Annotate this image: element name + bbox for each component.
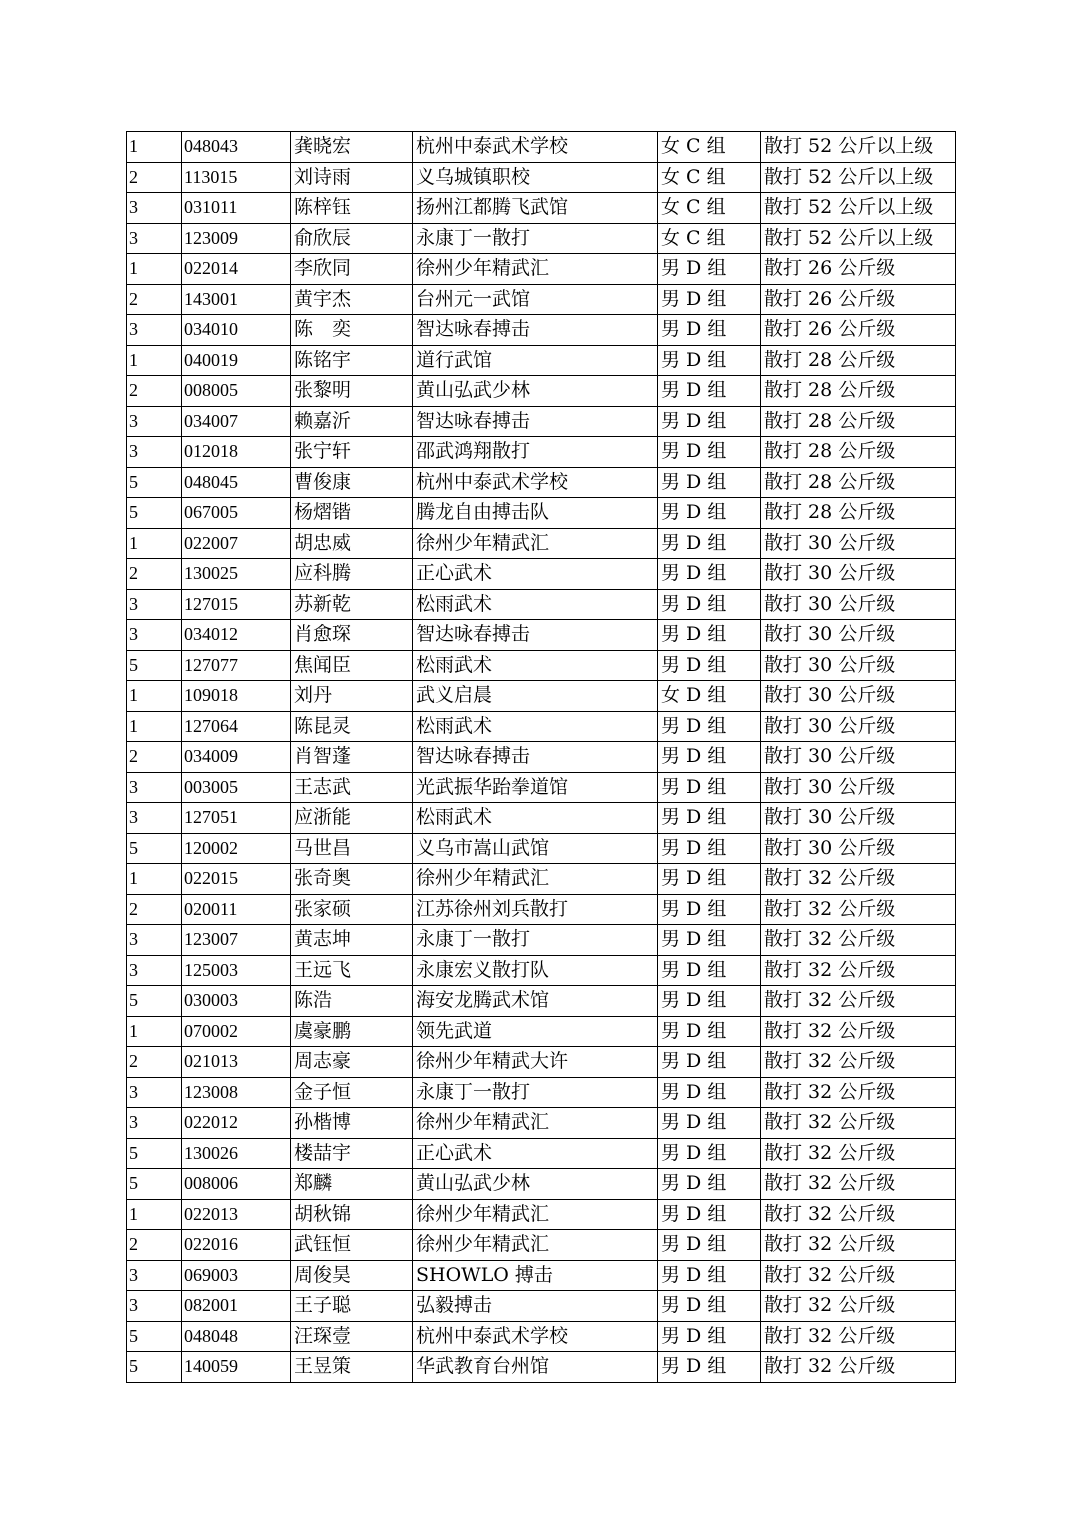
table-row	[127, 1230, 956, 1261]
athlete-name-cell: 胡忠威	[291, 528, 413, 559]
athlete-id-cell: 048048	[182, 1321, 291, 1352]
athlete-id-cell: 022014	[182, 254, 291, 285]
rank-cell: 3	[127, 406, 182, 437]
table-row	[127, 1138, 956, 1169]
team-cell: 智达咏春搏击	[413, 406, 658, 437]
athlete-id-cell: 067005	[182, 498, 291, 529]
team-cell: 徐州少年精武汇	[413, 864, 658, 895]
athlete-name-cell: 龚晓宏	[291, 132, 413, 163]
athlete-name-cell: 黄宇杰	[291, 284, 413, 315]
group-cell: 男 D 组	[658, 1352, 761, 1383]
rank-cell: 3	[127, 803, 182, 834]
team-cell: 杭州中泰武术学校	[413, 132, 658, 163]
athlete-id-cell: 034007	[182, 406, 291, 437]
group-cell: 男 D 组	[658, 864, 761, 895]
athlete-name-cell: 虞豪鹏	[291, 1016, 413, 1047]
rank-cell: 5	[127, 833, 182, 864]
rank-cell: 2	[127, 894, 182, 925]
rank-cell: 5	[127, 650, 182, 681]
event-cell: 散打 30 公斤级	[761, 803, 956, 834]
team-cell: 道行武馆	[413, 345, 658, 376]
athlete-name-cell: 胡秋锦	[291, 1199, 413, 1230]
group-cell: 男 D 组	[658, 345, 761, 376]
team-cell: 杭州中泰武术学校	[413, 1321, 658, 1352]
group-cell: 女 C 组	[658, 193, 761, 224]
event-cell: 散打 32 公斤级	[761, 1321, 956, 1352]
team-cell: 江苏徐州刘兵散打	[413, 894, 658, 925]
athlete-name-cell: 焦闻臣	[291, 650, 413, 681]
event-cell: 散打 52 公斤以上级	[761, 132, 956, 163]
rank-cell: 1	[127, 681, 182, 712]
table-row	[127, 1047, 956, 1078]
team-cell: 智达咏春搏击	[413, 620, 658, 651]
rank-cell: 1	[127, 345, 182, 376]
rank-cell: 3	[127, 437, 182, 468]
event-cell: 散打 52 公斤以上级	[761, 223, 956, 254]
rank-cell: 3	[127, 223, 182, 254]
athlete-name-cell: 陈铭宇	[291, 345, 413, 376]
rank-cell: 1	[127, 1016, 182, 1047]
athlete-id-cell: 021013	[182, 1047, 291, 1078]
table-row	[127, 528, 956, 559]
event-cell: 散打 30 公斤级	[761, 711, 956, 742]
athlete-id-cell: 127064	[182, 711, 291, 742]
athlete-name-cell: 刘诗雨	[291, 162, 413, 193]
group-cell: 男 D 组	[658, 1108, 761, 1139]
group-cell: 男 D 组	[658, 1199, 761, 1230]
athlete-id-cell: 034009	[182, 742, 291, 773]
table-row	[127, 284, 956, 315]
rank-cell: 3	[127, 315, 182, 346]
group-cell: 男 D 组	[658, 559, 761, 590]
athlete-name-cell: 金子恒	[291, 1077, 413, 1108]
athlete-id-cell: 127051	[182, 803, 291, 834]
athlete-name-cell: 俞欣辰	[291, 223, 413, 254]
rank-cell: 1	[127, 711, 182, 742]
athlete-id-cell: 130025	[182, 559, 291, 590]
team-cell: 徐州少年精武汇	[413, 1108, 658, 1139]
team-cell: 松雨武术	[413, 650, 658, 681]
team-cell: 台州元一武馆	[413, 284, 658, 315]
team-cell: 永康丁一散打	[413, 925, 658, 956]
athlete-name-cell: 黄志坤	[291, 925, 413, 956]
athlete-id-cell: 022013	[182, 1199, 291, 1230]
athlete-id-cell: 120002	[182, 833, 291, 864]
event-cell: 散打 32 公斤级	[761, 1016, 956, 1047]
athlete-name-cell: 陈 奕	[291, 315, 413, 346]
group-cell: 男 D 组	[658, 1321, 761, 1352]
athlete-id-cell: 127015	[182, 589, 291, 620]
event-cell: 散打 32 公斤级	[761, 1199, 956, 1230]
event-cell: 散打 30 公斤级	[761, 650, 956, 681]
athlete-id-cell: 070002	[182, 1016, 291, 1047]
group-cell: 男 D 组	[658, 1260, 761, 1291]
athlete-name-cell: 马世昌	[291, 833, 413, 864]
athlete-id-cell: 022015	[182, 864, 291, 895]
event-cell: 散打 30 公斤级	[761, 528, 956, 559]
rank-cell: 2	[127, 1047, 182, 1078]
group-cell: 男 D 组	[658, 1169, 761, 1200]
athlete-name-cell: 应浙能	[291, 803, 413, 834]
table-row	[127, 1321, 956, 1352]
table-row	[127, 986, 956, 1017]
group-cell: 男 D 组	[658, 894, 761, 925]
group-cell: 男 D 组	[658, 254, 761, 285]
team-cell: 华武教育台州馆	[413, 1352, 658, 1383]
athlete-id-cell: 020011	[182, 894, 291, 925]
table-row	[127, 650, 956, 681]
table-row	[127, 1077, 956, 1108]
rank-cell: 3	[127, 589, 182, 620]
team-cell: SHOWLO 搏击	[413, 1260, 658, 1291]
team-cell: 义乌城镇职校	[413, 162, 658, 193]
rank-cell: 2	[127, 376, 182, 407]
table-row	[127, 711, 956, 742]
table-row	[127, 1199, 956, 1230]
event-cell: 散打 28 公斤级	[761, 345, 956, 376]
event-cell: 散打 26 公斤级	[761, 284, 956, 315]
athlete-id-cell: 123008	[182, 1077, 291, 1108]
team-cell: 腾龙自由搏击队	[413, 498, 658, 529]
event-cell: 散打 32 公斤级	[761, 1169, 956, 1200]
event-cell: 散打 32 公斤级	[761, 1291, 956, 1322]
athlete-name-cell: 应科腾	[291, 559, 413, 590]
team-cell: 永康丁一散打	[413, 1077, 658, 1108]
results-body	[127, 132, 956, 1383]
event-cell: 散打 32 公斤级	[761, 864, 956, 895]
athlete-name-cell: 杨熠锴	[291, 498, 413, 529]
athlete-name-cell: 张奇奥	[291, 864, 413, 895]
event-cell: 散打 28 公斤级	[761, 437, 956, 468]
athlete-id-cell: 003005	[182, 772, 291, 803]
table-row	[127, 589, 956, 620]
event-cell: 散打 32 公斤级	[761, 955, 956, 986]
team-cell: 徐州少年精武大许	[413, 1047, 658, 1078]
athlete-name-cell: 武钰恒	[291, 1230, 413, 1261]
athlete-id-cell: 040019	[182, 345, 291, 376]
athlete-name-cell: 陈梓钰	[291, 193, 413, 224]
rank-cell: 5	[127, 1352, 182, 1383]
athlete-name-cell: 孙楷博	[291, 1108, 413, 1139]
rank-cell: 3	[127, 925, 182, 956]
team-cell: 徐州少年精武汇	[413, 1230, 658, 1261]
group-cell: 男 D 组	[658, 406, 761, 437]
event-cell: 散打 28 公斤级	[761, 498, 956, 529]
athlete-name-cell: 刘丹	[291, 681, 413, 712]
rank-cell: 3	[127, 1260, 182, 1291]
group-cell: 男 D 组	[658, 376, 761, 407]
athlete-id-cell: 123007	[182, 925, 291, 956]
athlete-name-cell: 楼喆宇	[291, 1138, 413, 1169]
athlete-name-cell: 张宁轩	[291, 437, 413, 468]
rank-cell: 1	[127, 864, 182, 895]
event-cell: 散打 26 公斤级	[761, 315, 956, 346]
table-row	[127, 498, 956, 529]
group-cell: 女 C 组	[658, 132, 761, 163]
event-cell: 散打 30 公斤级	[761, 833, 956, 864]
team-cell: 永康宏义散打队	[413, 955, 658, 986]
group-cell: 男 D 组	[658, 955, 761, 986]
group-cell: 男 D 组	[658, 803, 761, 834]
athlete-name-cell: 周俊昊	[291, 1260, 413, 1291]
rank-cell: 2	[127, 162, 182, 193]
athlete-id-cell: 048043	[182, 132, 291, 163]
event-cell: 散打 30 公斤级	[761, 681, 956, 712]
table-row	[127, 193, 956, 224]
group-cell: 男 D 组	[658, 467, 761, 498]
group-cell: 女 C 组	[658, 162, 761, 193]
rank-cell: 2	[127, 742, 182, 773]
rank-cell: 5	[127, 1138, 182, 1169]
event-cell: 散打 26 公斤级	[761, 254, 956, 285]
rank-cell: 2	[127, 1230, 182, 1261]
athlete-id-cell: 082001	[182, 1291, 291, 1322]
team-cell: 黄山弘武少林	[413, 1169, 658, 1200]
group-cell: 男 D 组	[658, 772, 761, 803]
event-cell: 散打 32 公斤级	[761, 1138, 956, 1169]
athlete-id-cell: 109018	[182, 681, 291, 712]
table-row	[127, 772, 956, 803]
table-row	[127, 742, 956, 773]
athlete-id-cell: 012018	[182, 437, 291, 468]
athlete-name-cell: 王子聪	[291, 1291, 413, 1322]
table-row	[127, 223, 956, 254]
event-cell: 散打 32 公斤级	[761, 925, 956, 956]
athlete-id-cell: 034012	[182, 620, 291, 651]
team-cell: 正心武术	[413, 1138, 658, 1169]
rank-cell: 5	[127, 986, 182, 1017]
event-cell: 散打 28 公斤级	[761, 406, 956, 437]
rank-cell: 3	[127, 620, 182, 651]
table-row	[127, 345, 956, 376]
table-row	[127, 437, 956, 468]
athlete-id-cell: 123009	[182, 223, 291, 254]
results-table	[126, 131, 956, 1383]
event-cell: 散打 32 公斤级	[761, 1230, 956, 1261]
table-row	[127, 1016, 956, 1047]
group-cell: 男 D 组	[658, 711, 761, 742]
athlete-id-cell: 113015	[182, 162, 291, 193]
event-cell: 散打 30 公斤级	[761, 559, 956, 590]
group-cell: 女 D 组	[658, 681, 761, 712]
group-cell: 男 D 组	[658, 833, 761, 864]
group-cell: 男 D 组	[658, 1047, 761, 1078]
group-cell: 男 D 组	[658, 1077, 761, 1108]
athlete-id-cell: 130026	[182, 1138, 291, 1169]
group-cell: 男 D 组	[658, 1138, 761, 1169]
athlete-name-cell: 张家硕	[291, 894, 413, 925]
athlete-id-cell: 125003	[182, 955, 291, 986]
team-cell: 扬州江都腾飞武馆	[413, 193, 658, 224]
rank-cell: 5	[127, 498, 182, 529]
team-cell: 松雨武术	[413, 589, 658, 620]
event-cell: 散打 32 公斤级	[761, 1077, 956, 1108]
event-cell: 散打 30 公斤级	[761, 620, 956, 651]
table-row	[127, 1352, 956, 1383]
rank-cell: 1	[127, 1199, 182, 1230]
athlete-name-cell: 周志豪	[291, 1047, 413, 1078]
group-cell: 男 D 组	[658, 620, 761, 651]
rank-cell: 3	[127, 1291, 182, 1322]
group-cell: 男 D 组	[658, 437, 761, 468]
group-cell: 男 D 组	[658, 1230, 761, 1261]
table-row	[127, 467, 956, 498]
rank-cell: 3	[127, 955, 182, 986]
table-row	[127, 620, 956, 651]
athlete-name-cell: 陈昆灵	[291, 711, 413, 742]
table-row	[127, 1291, 956, 1322]
table-row	[127, 1260, 956, 1291]
team-cell: 弘毅搏击	[413, 1291, 658, 1322]
athlete-id-cell: 143001	[182, 284, 291, 315]
group-cell: 男 D 组	[658, 498, 761, 529]
table-row	[127, 1108, 956, 1139]
group-cell: 男 D 组	[658, 742, 761, 773]
rank-cell: 5	[127, 1169, 182, 1200]
team-cell: 徐州少年精武汇	[413, 528, 658, 559]
group-cell: 女 C 组	[658, 223, 761, 254]
group-cell: 男 D 组	[658, 650, 761, 681]
team-cell: 永康丁一散打	[413, 223, 658, 254]
team-cell: 武义启晨	[413, 681, 658, 712]
team-cell: 海安龙腾武术馆	[413, 986, 658, 1017]
table-row	[127, 925, 956, 956]
team-cell: 智达咏春搏击	[413, 315, 658, 346]
rank-cell: 3	[127, 193, 182, 224]
athlete-name-cell: 陈浩	[291, 986, 413, 1017]
rank-cell: 3	[127, 772, 182, 803]
group-cell: 男 D 组	[658, 1016, 761, 1047]
group-cell: 男 D 组	[658, 925, 761, 956]
rank-cell: 1	[127, 528, 182, 559]
athlete-name-cell: 肖愈琛	[291, 620, 413, 651]
group-cell: 男 D 组	[658, 528, 761, 559]
team-cell: 智达咏春搏击	[413, 742, 658, 773]
athlete-name-cell: 曹俊康	[291, 467, 413, 498]
event-cell: 散打 32 公斤级	[761, 894, 956, 925]
athlete-id-cell: 008006	[182, 1169, 291, 1200]
athlete-id-cell: 140059	[182, 1352, 291, 1383]
table-row	[127, 681, 956, 712]
event-cell: 散打 32 公斤级	[761, 1260, 956, 1291]
rank-cell: 5	[127, 467, 182, 498]
event-cell: 散打 52 公斤以上级	[761, 193, 956, 224]
group-cell: 男 D 组	[658, 284, 761, 315]
table-row	[127, 162, 956, 193]
rank-cell: 2	[127, 284, 182, 315]
event-cell: 散打 28 公斤级	[761, 376, 956, 407]
team-cell: 松雨武术	[413, 711, 658, 742]
table-row	[127, 254, 956, 285]
athlete-id-cell: 048045	[182, 467, 291, 498]
athlete-id-cell: 031011	[182, 193, 291, 224]
table-row	[127, 132, 956, 163]
rank-cell: 1	[127, 132, 182, 163]
rank-cell: 3	[127, 1108, 182, 1139]
event-cell: 散打 30 公斤级	[761, 772, 956, 803]
team-cell: 松雨武术	[413, 803, 658, 834]
event-cell: 散打 32 公斤级	[761, 1352, 956, 1383]
event-cell: 散打 28 公斤级	[761, 467, 956, 498]
event-cell: 散打 30 公斤级	[761, 589, 956, 620]
athlete-name-cell: 张黎明	[291, 376, 413, 407]
athlete-name-cell: 王远飞	[291, 955, 413, 986]
table-row	[127, 559, 956, 590]
athlete-id-cell: 008005	[182, 376, 291, 407]
athlete-id-cell: 022012	[182, 1108, 291, 1139]
team-cell: 领先武道	[413, 1016, 658, 1047]
rank-cell: 3	[127, 1077, 182, 1108]
event-cell: 散打 32 公斤级	[761, 1108, 956, 1139]
team-cell: 徐州少年精武汇	[413, 254, 658, 285]
team-cell: 徐州少年精武汇	[413, 1199, 658, 1230]
team-cell: 光武振华跆拳道馆	[413, 772, 658, 803]
event-cell: 散打 32 公斤级	[761, 986, 956, 1017]
athlete-id-cell: 022016	[182, 1230, 291, 1261]
athlete-id-cell: 034010	[182, 315, 291, 346]
athlete-id-cell: 127077	[182, 650, 291, 681]
table-row	[127, 376, 956, 407]
athlete-name-cell: 赖嘉沂	[291, 406, 413, 437]
athlete-id-cell: 022007	[182, 528, 291, 559]
table-row	[127, 894, 956, 925]
event-cell: 散打 30 公斤级	[761, 742, 956, 773]
table-row	[127, 1169, 956, 1200]
table-row	[127, 833, 956, 864]
rank-cell: 1	[127, 254, 182, 285]
table-row	[127, 864, 956, 895]
rank-cell: 2	[127, 559, 182, 590]
rank-cell: 5	[127, 1321, 182, 1352]
athlete-name-cell: 郑麟	[291, 1169, 413, 1200]
table-row	[127, 315, 956, 346]
athlete-name-cell: 肖智蓬	[291, 742, 413, 773]
group-cell: 男 D 组	[658, 1291, 761, 1322]
table-row	[127, 803, 956, 834]
event-cell: 散打 52 公斤以上级	[761, 162, 956, 193]
team-cell: 黄山弘武少林	[413, 376, 658, 407]
team-cell: 正心武术	[413, 559, 658, 590]
table-row	[127, 406, 956, 437]
athlete-name-cell: 王志武	[291, 772, 413, 803]
team-cell: 义乌市嵩山武馆	[413, 833, 658, 864]
athlete-id-cell: 069003	[182, 1260, 291, 1291]
athlete-name-cell: 李欣同	[291, 254, 413, 285]
athlete-id-cell: 030003	[182, 986, 291, 1017]
athlete-name-cell: 汪琛壹	[291, 1321, 413, 1352]
table-row	[127, 955, 956, 986]
team-cell: 邵武鸿翔散打	[413, 437, 658, 468]
group-cell: 男 D 组	[658, 986, 761, 1017]
team-cell: 杭州中泰武术学校	[413, 467, 658, 498]
athlete-name-cell: 王昱策	[291, 1352, 413, 1383]
group-cell: 男 D 组	[658, 589, 761, 620]
event-cell: 散打 32 公斤级	[761, 1047, 956, 1078]
group-cell: 男 D 组	[658, 315, 761, 346]
athlete-name-cell: 苏新乾	[291, 589, 413, 620]
